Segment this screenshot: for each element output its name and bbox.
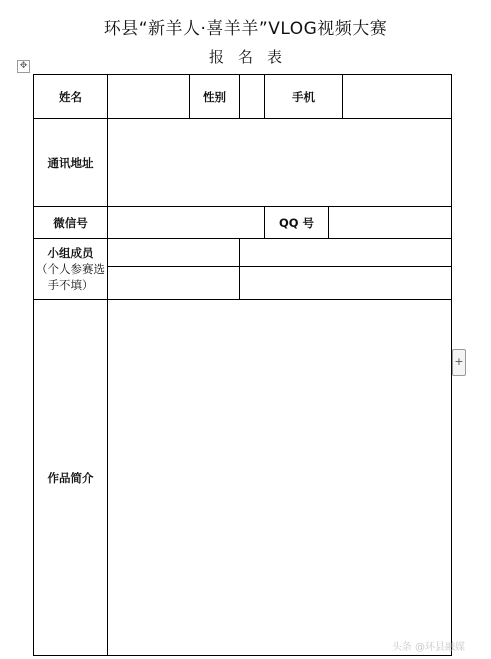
- intro-label: 作品简介: [34, 300, 108, 656]
- document-subtitle: 报名表: [208, 48, 296, 66]
- row-contact: [34, 207, 452, 239]
- members-label: 小组成员: [47, 246, 94, 260]
- row-members-1: [34, 239, 452, 267]
- row-intro: [34, 300, 452, 656]
- member-4-input-cell[interactable]: [240, 267, 452, 300]
- name-input-cell[interactable]: [108, 75, 190, 119]
- intro-input-cell[interactable]: [108, 300, 452, 656]
- row-address: [34, 119, 452, 207]
- gender-label: 性别: [190, 75, 240, 119]
- member-1-input-cell[interactable]: [108, 239, 240, 267]
- phone-label: 手机: [265, 75, 343, 119]
- members-note: （个人参赛选手不填）: [36, 262, 105, 292]
- document-title: 环县“新羊人·喜羊羊”VLOG视频大赛: [103, 19, 388, 39]
- phone-input-cell[interactable]: [343, 75, 452, 119]
- gender-input-cell[interactable]: [240, 75, 265, 119]
- wechat-input-cell[interactable]: [108, 207, 265, 239]
- add-row-plus-icon[interactable]: +: [452, 349, 466, 376]
- qq-input-cell[interactable]: [329, 207, 452, 239]
- watermark: 头条 @环县融媒: [391, 642, 465, 653]
- qq-label: QQ 号: [265, 207, 329, 239]
- member-2-input-cell[interactable]: [240, 239, 452, 267]
- address-label: 通讯地址: [34, 119, 108, 207]
- wechat-label: 微信号: [34, 207, 108, 239]
- registration-form-table: [33, 74, 452, 656]
- name-label: 姓名: [34, 75, 108, 119]
- address-input-cell[interactable]: [108, 119, 452, 207]
- member-3-input-cell[interactable]: [108, 267, 240, 300]
- members-label-cell: [34, 239, 108, 300]
- table-move-handle-icon[interactable]: ✥: [17, 60, 30, 73]
- row-basic-info: [34, 75, 452, 119]
